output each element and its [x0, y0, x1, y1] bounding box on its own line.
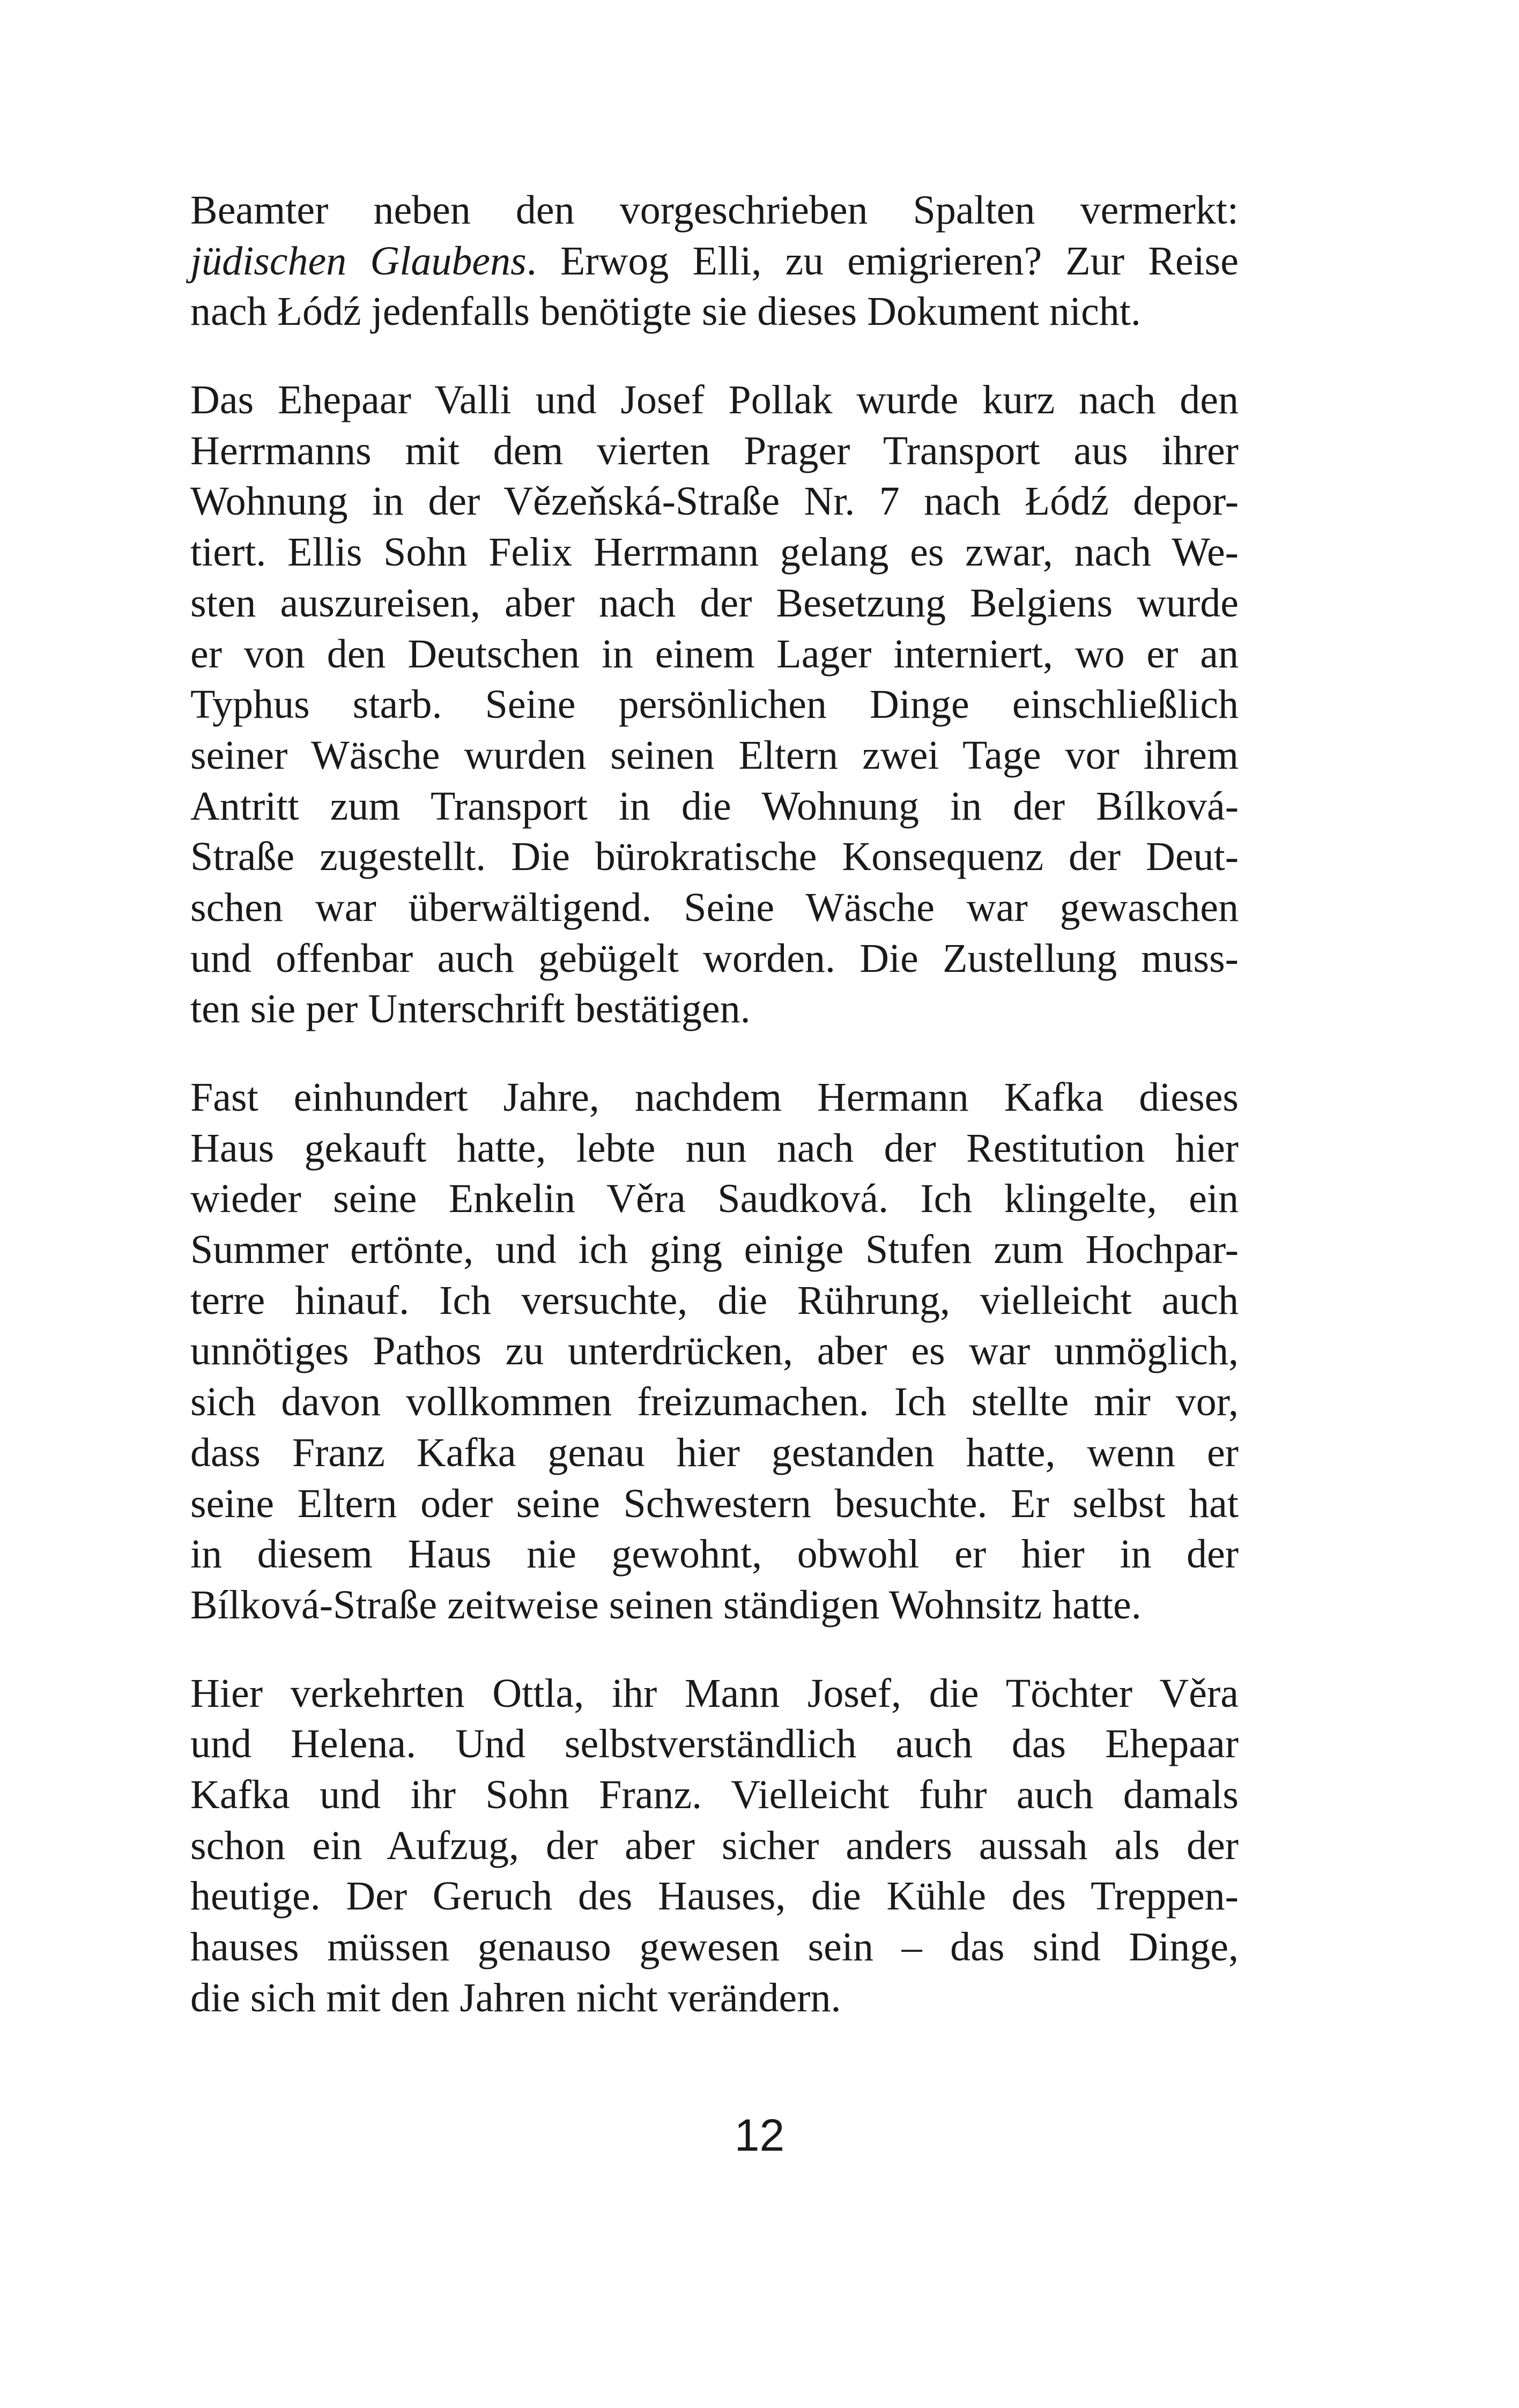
italic-phrase: jüdischen Glaubens [190, 238, 527, 284]
text-line: seiner Wäsche wurden seinen Eltern zwei Tage vor ihrem [190, 732, 1239, 778]
text-line: unnötiges Pathos zu unterdrücken, aber es war unmöglich, [190, 1328, 1239, 1374]
text-line: und Helena. Und selbstverständlich auch das Ehepaar [190, 1721, 1239, 1767]
text-line: Kafka und ihr Sohn Franz. Vielleicht fuhr auch damals [190, 1772, 1239, 1817]
text-line: und offenbar auch gebügelt worden. Die Zustellung muss- [190, 935, 1239, 981]
text-line: hauses müssen genauso gewesen sein – das sind Dinge, [190, 1924, 1239, 1969]
text-line: Wohnung in der Vězeňská-Straße Nr. 7 nach Łódź depor- [190, 479, 1239, 524]
text-line: Hier verkehrten Ottla, ihr Mann Josef, die Töchter Věra [190, 1670, 1239, 1716]
text-line: Fast einhundert Jahre, nachdem Hermann Kafka dieses [190, 1075, 1239, 1120]
text-segment: . Erwog Elli, zu emigrieren? Zur Reise [526, 238, 1239, 284]
text-line: Summer ertönte, und ich ging einige Stufen zum Hochpar- [190, 1227, 1239, 1273]
paragraph [190, 1668, 1239, 2024]
paragraph [190, 1072, 1239, 1631]
page-number: 12 [734, 2110, 785, 2160]
text-line: schon ein Aufzug, der aber sicher anders aussah als der [190, 1823, 1239, 1868]
text-line: schen war überwältigend. Seine Wäsche war gewaschen [190, 885, 1239, 930]
text-line: Das Ehepaar Valli und Josef Pollak wurde kurz nach den [190, 377, 1239, 423]
paragraph [190, 185, 1239, 337]
paragraph [190, 375, 1239, 1035]
text-line: Haus gekauft hatte, lebte nun nach der Restitution hier [190, 1125, 1239, 1171]
text-line: Straße zugestellt. Die bürokratische Konsequenz der Deut- [190, 834, 1239, 880]
text-line: Bílková-Straße zeitweise seinen ständigen Wohnsitz hatte. [190, 1582, 1142, 1627]
text-line: ten sie per Unterschrift bestätigen. [190, 986, 751, 1032]
text-line: heutige. Der Geruch des Hauses, die Kühle des Treppen- [190, 1874, 1239, 1919]
text-line: dass Franz Kafka genau hier gestanden hatte, wenn er [190, 1430, 1239, 1475]
text-line: sten auszureisen, aber nach der Besetzung Belgiens wurde [190, 580, 1239, 626]
text-line: Typhus starb. Seine persönlichen Dinge einschließlich [190, 682, 1239, 727]
text-line: Herrmanns mit dem vierten Prager Transport aus ihrer [190, 428, 1239, 473]
text-line: terre hinauf. Ich versuchte, die Rührung, vielleicht auch [190, 1277, 1239, 1323]
text-line: in diesem Haus nie gewohnt, obwohl er hier in der [190, 1532, 1239, 1577]
text-line: Antritt zum Transport in die Wohnung in der Bílková- [190, 783, 1239, 829]
text-line: nach Łódź jedenfalls benötigte sie dieses Dokument nicht. [190, 289, 1141, 335]
text-line: Beamter neben den vorgeschrieben Spalten vermerkt: [190, 188, 1239, 233]
text-line: er von den Deutschen in einem Lager interniert, wo er an [190, 631, 1239, 677]
text-line: tiert. Ellis Sohn Felix Herrmann gelang es zwar, nach We- [190, 530, 1239, 575]
text-line: wieder seine Enkelin Věra Saudková. Ich klingelte, ein [190, 1176, 1239, 1222]
text-line [190, 236, 1239, 287]
text-line: sich davon vollkommen freizumachen. Ich stellte mir vor, [190, 1379, 1239, 1425]
text-line: seine Eltern oder seine Schwestern besuchte. Er selbst hat [190, 1481, 1239, 1526]
text-line: die sich mit den Jahren nicht verändern. [190, 1975, 841, 2020]
body-text [190, 185, 1239, 2061]
